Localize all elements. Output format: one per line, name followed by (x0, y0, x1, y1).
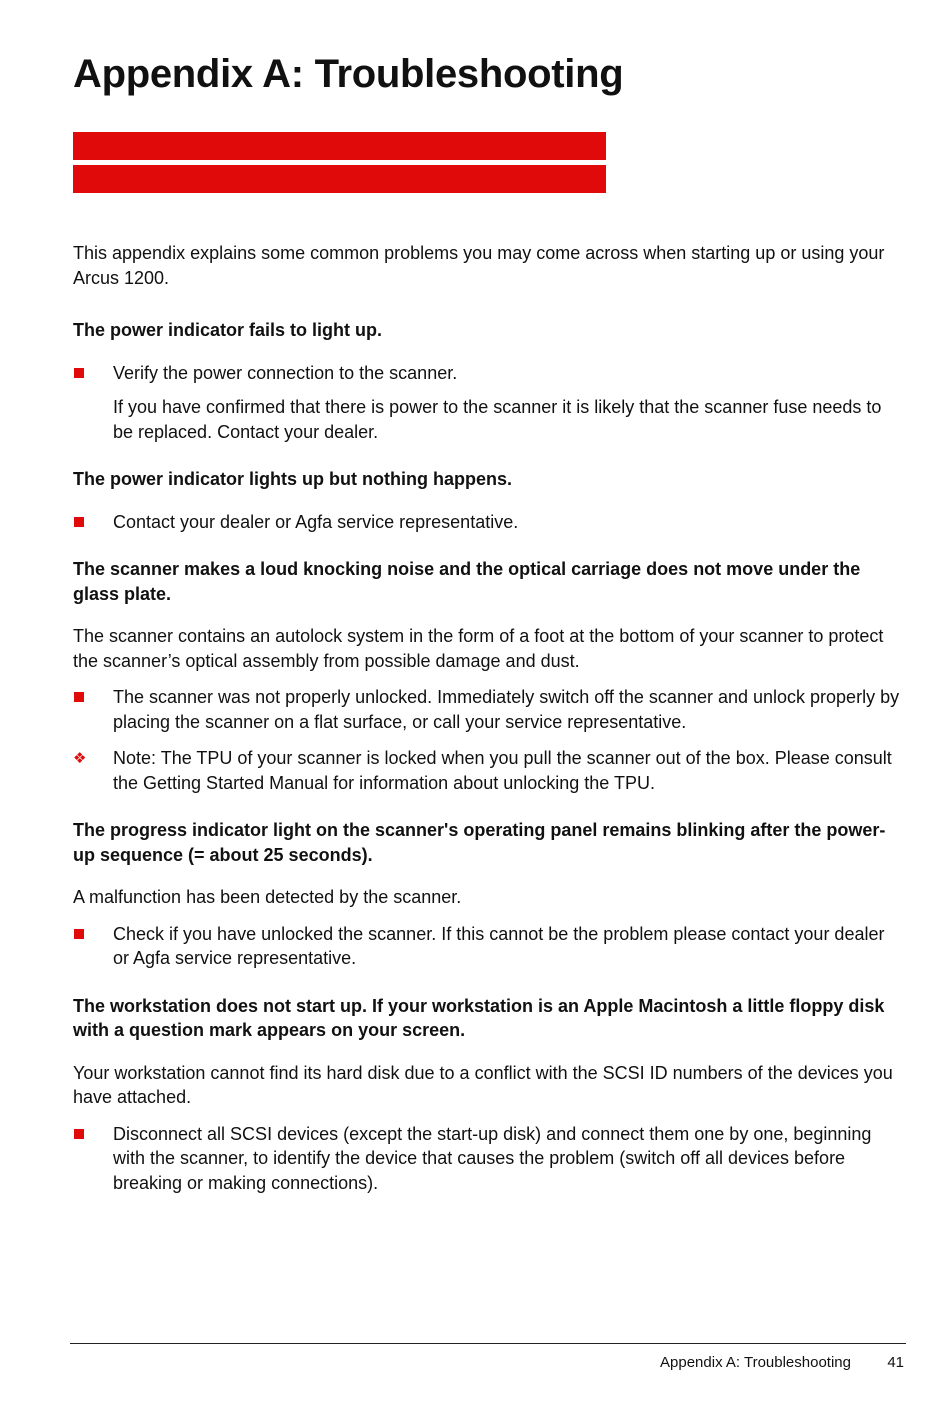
bullet-item (73, 361, 905, 386)
section-heading: The scanner makes a loud knocking noise and the optical carriage does not move under the glass plate. (73, 559, 861, 604)
bullet-text: Check if you have unlocked the scanner. If this cannot be the problem please contact your dealer or Agfa service representative. (113, 923, 885, 968)
diamond-note-icon: ❖ (73, 749, 87, 767)
bullet-detail: If you have confirmed that there is power to the scanner it is likely that the scanner fuse needs to be replaced. Contact your dealer. (113, 397, 882, 442)
red-header-bar-bottom (73, 165, 606, 193)
red-square-bullet-icon (74, 929, 84, 939)
bullet-item (73, 510, 905, 535)
note-text: Note: The TPU of your scanner is locked when you pull the scanner out of the box. Please consult the Getting Started Manual for information about unlocking the TPU. (113, 748, 892, 793)
bullet-item (73, 922, 905, 971)
section-paragraph: A malfunction has been detected by the scanner. (73, 887, 462, 907)
section-heading: The progress indicator light on the scanner's operating panel remains blinking after the power-up sequence (= about 25 seconds). (73, 820, 886, 865)
bullet-text: Verify the power connection to the scanner. (113, 362, 458, 383)
red-header-bar-top (73, 132, 606, 160)
footer-divider (70, 1343, 906, 1344)
red-square-bullet-icon (74, 368, 84, 378)
bullet-item (73, 1122, 905, 1196)
page-title: Appendix A: Troubleshooting (73, 52, 624, 96)
section-heading: The power indicator fails to light up. (73, 320, 383, 340)
red-square-bullet-icon (74, 692, 84, 702)
bullet-text: The scanner was not properly unlocked. Immediately switch off the scanner and unlock properly by placing the scanner on a flat surface, or call your service representative. (113, 687, 900, 732)
section-paragraph: Your workstation cannot find its hard disk due to a conflict with the SCSI ID numbers of the devices you have attached. (73, 1062, 893, 1107)
section-heading: The workstation does not start up. If your workstation is an Apple Macintosh a little floppy disk with a question mark appears on your screen. (73, 995, 885, 1040)
section-heading: The power indicator lights up but nothing happens. (73, 469, 512, 489)
intro-paragraph: This appendix explains some common problems you may come across when starting up or using your Arcus 1200. (73, 243, 885, 288)
red-square-bullet-icon (74, 517, 84, 527)
bullet-text: Disconnect all SCSI devices (except the start-up disk) and connect them one by one, beginning with the scanner, to identify the device that causes the problem (switch off all devices before breaking or making connections). (113, 1123, 872, 1193)
footer-chapter-title: Appendix A: Troubleshooting (660, 1354, 851, 1371)
footer-page-number: 41 (887, 1354, 904, 1371)
section-paragraph: The scanner contains an autolock system in the form of a foot at the bottom of your scanner to protect the scanner’s optical assembly from possible damage and dust. (73, 626, 884, 671)
red-square-bullet-icon (74, 1129, 84, 1139)
note-item (73, 746, 905, 795)
document-body (73, 241, 905, 1207)
bullet-text: Contact your dealer or Agfa service representative. (113, 511, 519, 532)
bullet-item (73, 685, 905, 734)
